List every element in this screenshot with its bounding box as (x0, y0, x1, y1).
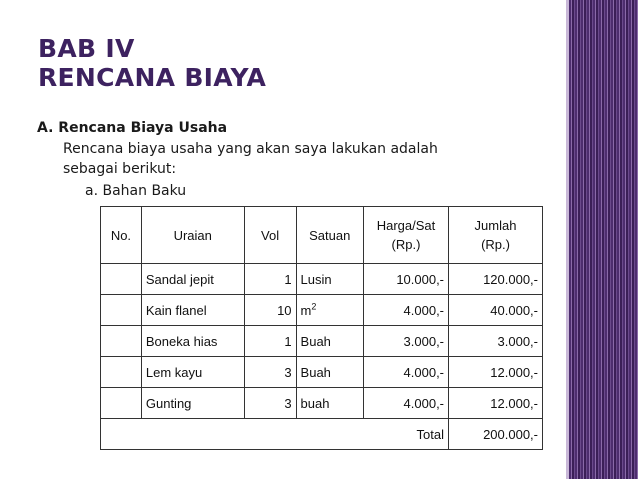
table-total-row (101, 419, 543, 450)
cell-satuan: Buah (296, 326, 363, 357)
cell-uraian: Boneka hias (141, 326, 244, 357)
header-vol: Vol (244, 207, 296, 264)
cell-no (101, 388, 142, 419)
slide-title (38, 34, 266, 92)
header-no: No. (101, 207, 142, 264)
table-row (101, 295, 543, 326)
table-row (101, 357, 543, 388)
title-line-2: RENCANA BIAYA (38, 63, 267, 92)
header-harga-line-1: Harga/Sat (376, 218, 436, 233)
cell-uraian: Gunting (141, 388, 244, 419)
cell-vol: 10 (244, 295, 296, 326)
cell-vol: 3 (244, 357, 296, 388)
cell-harga: 10.000,- (363, 264, 448, 295)
cell-uraian: Lem kayu (141, 357, 244, 388)
cell-uraian: Sandal jepit (141, 264, 244, 295)
table-row (101, 264, 543, 295)
header-jumlah-line-1: Jumlah (474, 218, 517, 233)
cell-jumlah: 12.000,- (449, 357, 543, 388)
budget-table (100, 206, 543, 450)
paragraph-line-1: Rencana biaya usaha yang akan saya lakukan adalah (63, 141, 438, 157)
cell-satuan: buah (296, 388, 363, 419)
cell-vol: 3 (244, 388, 296, 419)
paragraph-line-2: sebagai berikut: (63, 161, 177, 177)
cell-no (101, 357, 142, 388)
cell-jumlah: 40.000,- (449, 295, 543, 326)
cell-harga: 3.000,- (363, 326, 448, 357)
total-value: 200.000,- (449, 419, 543, 450)
cell-jumlah: 3.000,- (449, 326, 543, 357)
header-harga-line-2: (Rp.) (391, 237, 421, 252)
cell-satuan: Lusin (296, 264, 363, 295)
cell-uraian: Kain flanel (141, 295, 244, 326)
table-header-row (101, 207, 543, 264)
cell-harga: 4.000,- (363, 295, 448, 326)
satuan-text: m (300, 302, 312, 318)
cell-harga: 4.000,- (363, 388, 448, 419)
decorative-stripe-edge (566, 0, 569, 479)
cell-satuan (296, 295, 363, 326)
satuan-superscript: 2 (311, 301, 317, 312)
title-line-1: BAB IV (38, 34, 135, 63)
cell-satuan: Buah (296, 357, 363, 388)
header-jumlah (449, 207, 543, 264)
section-heading: A. Rencana Biaya Usaha (37, 120, 228, 136)
table-row (101, 388, 543, 419)
decorative-stripe (566, 0, 638, 479)
total-label: Total (101, 419, 449, 450)
cell-no (101, 264, 142, 295)
header-jumlah-line-2: (Rp.) (481, 237, 510, 252)
cell-harga: 4.000,- (363, 357, 448, 388)
cell-jumlah: 120.000,- (449, 264, 543, 295)
cell-vol: 1 (244, 264, 296, 295)
cell-no (101, 295, 142, 326)
header-harga (363, 207, 448, 264)
cell-jumlah: 12.000,- (449, 388, 543, 419)
header-satuan: Satuan (296, 207, 363, 264)
cell-vol: 1 (244, 326, 296, 357)
table-row (101, 326, 543, 357)
sub-heading: a. Bahan Baku (85, 183, 187, 199)
header-uraian: Uraian (141, 207, 244, 264)
cell-no (101, 326, 142, 357)
